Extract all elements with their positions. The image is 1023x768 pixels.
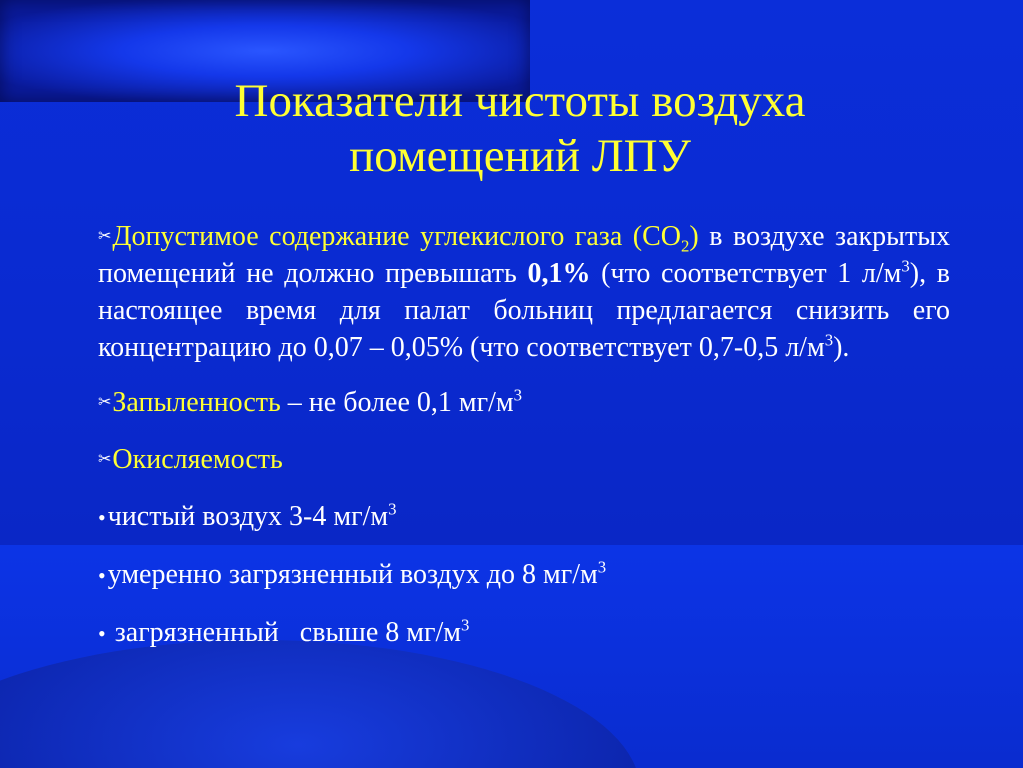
level-sup: 3 — [388, 499, 397, 519]
level-sup: 3 — [597, 557, 607, 577]
slide-content — [98, 218, 950, 652]
co2-lead: Допустимое содержание углекислого газа (СО — [112, 221, 682, 252]
oxid-label: Окисляемость — [112, 444, 283, 475]
co2-sup-1: 3 — [901, 256, 910, 276]
level-text: умеренно загрязненный воздух до 8 мг/м — [107, 559, 598, 590]
scissors-icon: ✂ — [98, 228, 112, 245]
dust-sup: 3 — [513, 385, 523, 405]
co2-sup-2: 3 — [824, 330, 834, 350]
co2-subscript: 2 — [681, 236, 690, 256]
slide-title-line-2: помещений ЛПУ — [349, 130, 691, 182]
level-item-moderate — [98, 556, 950, 594]
co2-text-4: ). — [833, 332, 850, 363]
level-text: загрязненный свыше 8 мг/м — [107, 617, 461, 648]
co2-text-3: ), в настоящее время для палат больниц предлагается снизить его концентрацию до 0,07 – 0,05% (что соответствует 0,7-0,5 л/м — [98, 258, 950, 363]
slide-title-line-1: Показатели чистоты воздуха — [234, 75, 806, 127]
co2-text-1: в воздухе закрытых помещений не должно превышать — [98, 221, 951, 289]
level-item-clean — [98, 498, 950, 536]
dust-value: – не более 0,1 мг/м — [280, 387, 514, 418]
oxid-item — [98, 441, 950, 478]
dust-item — [98, 384, 950, 421]
bullet-dot-icon: • — [98, 621, 106, 646]
level-sup: 3 — [460, 615, 470, 635]
co2-limit: 0,1% — [527, 258, 591, 289]
scissors-icon: ✂ — [98, 394, 112, 411]
co2-lead-close: ) — [689, 221, 699, 252]
dust-label: Запыленность — [112, 387, 281, 418]
co2-text-2: (что соответствует 1 л/м — [590, 258, 902, 289]
scissors-icon: ✂ — [98, 451, 112, 468]
bullet-dot-icon: • — [98, 563, 106, 588]
slide-title — [120, 74, 920, 184]
co2-paragraph — [98, 218, 950, 366]
level-item-polluted — [98, 614, 950, 652]
level-text: чистый воздух 3-4 мг/м — [107, 501, 389, 532]
bullet-dot-icon: • — [98, 505, 106, 530]
